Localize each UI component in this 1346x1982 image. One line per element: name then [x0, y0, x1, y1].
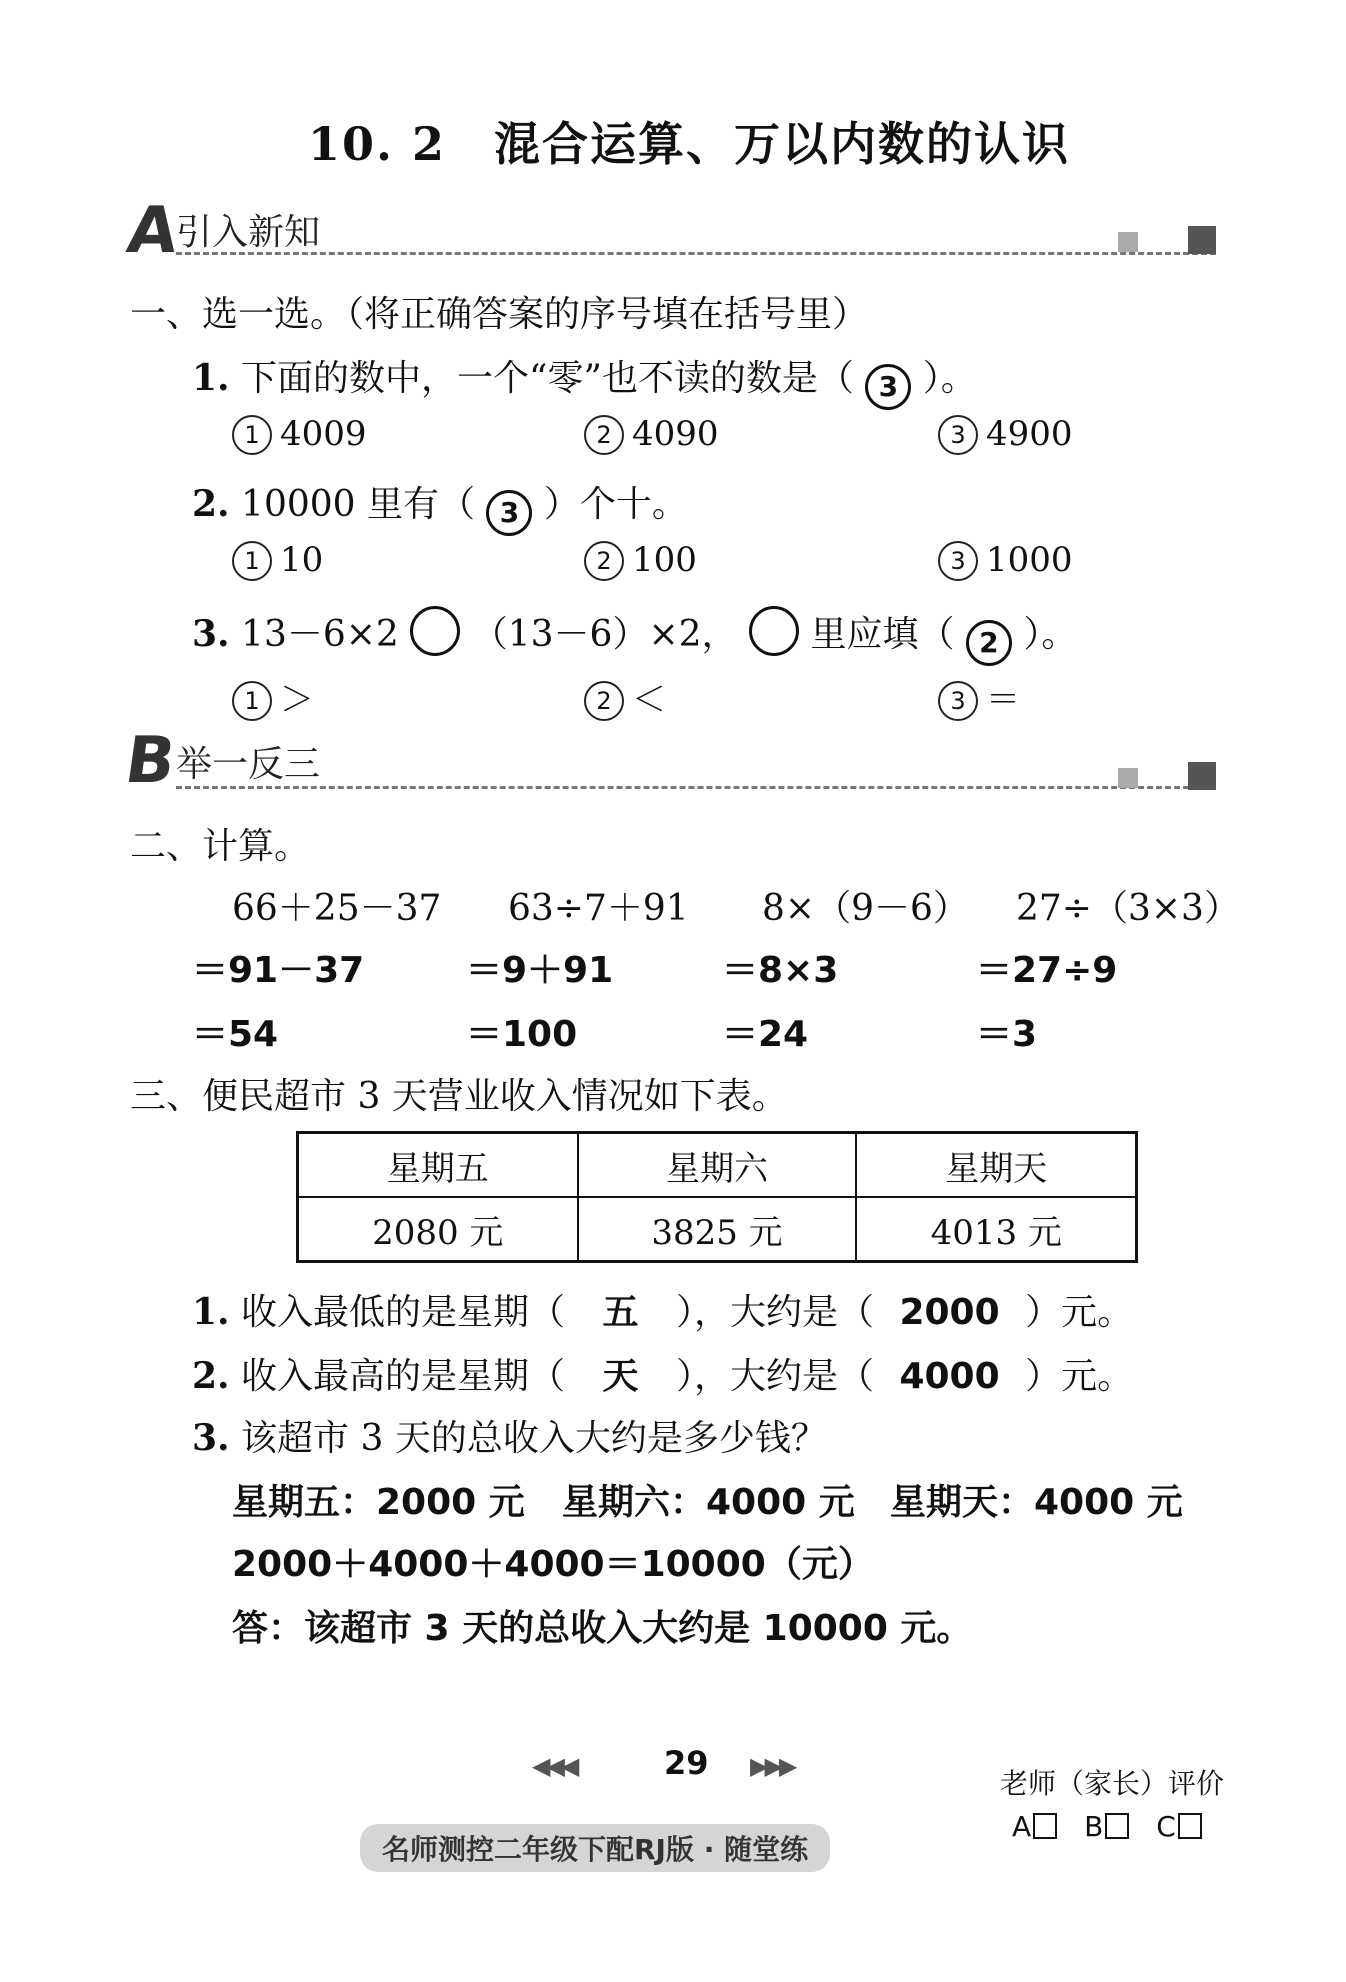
section-a-letter: A	[122, 194, 183, 268]
answer-day: 天	[602, 1356, 639, 1397]
question-text: 里应填（	[810, 614, 955, 655]
q1-option-1	[232, 414, 367, 455]
calc-3-step1: ＝8×3	[722, 950, 839, 991]
prev-arrows-icon: ◀◀◀	[532, 1752, 576, 1780]
table-cell: 3825 元	[578, 1197, 857, 1262]
answer-day: 五	[602, 1292, 639, 1333]
calc-4-step2: ＝3	[976, 1014, 1038, 1055]
section-a-marker	[1188, 226, 1216, 254]
question-text-end: ）。	[1023, 614, 1078, 655]
option-mark: 2	[584, 541, 624, 581]
part1-question-3	[192, 606, 1077, 666]
q3-option-2	[584, 672, 666, 721]
section-a-divider	[176, 252, 1216, 255]
question-text: 收入最低的是星期（	[241, 1292, 566, 1333]
question-number: 1.	[192, 1291, 230, 1333]
option-mark: 2	[584, 681, 624, 721]
option-mark: 1	[232, 681, 272, 721]
question-number: 1.	[192, 357, 230, 399]
expression-left: 13－6×2	[241, 614, 399, 655]
question-text-end: ）。	[922, 358, 977, 399]
question-number: 3.	[192, 1417, 230, 1459]
part1-question-1	[192, 350, 977, 410]
book-label: 名师测控二年级下配RJ版 · 随堂练	[360, 1824, 830, 1872]
calc-2-step1: ＝9＋91	[466, 950, 614, 991]
page-number: 29	[664, 1744, 709, 1782]
answer-statement: 答：该超市 3 天的总收入大约是 10000 元。	[232, 1608, 973, 1649]
section-b-marker-light	[1118, 768, 1138, 788]
answer-amount: 4000	[899, 1356, 1000, 1397]
question-text-end: ）个十。	[543, 484, 688, 525]
blank-circle	[410, 606, 460, 656]
option-text: 10	[280, 540, 324, 580]
question-text-mid: ），大约是（	[675, 1356, 874, 1397]
question-text: 10000 里有（	[241, 484, 476, 525]
part3-question-3	[192, 1410, 827, 1461]
grade-c: C	[1156, 1810, 1176, 1843]
evaluation-grades	[1012, 1810, 1202, 1843]
table-cell: 4013 元	[856, 1197, 1136, 1262]
option-text: 4009	[280, 414, 367, 454]
part1-heading: 一、选一选。（将正确答案的序号填在括号里）	[130, 294, 869, 335]
option-mark: 2	[584, 415, 624, 455]
table-header-cell: 星期天	[856, 1133, 1136, 1198]
answer-friday: 星期五：2000 元	[232, 1482, 525, 1523]
option-mark: 1	[232, 541, 272, 581]
part2-heading: 二、计算。	[130, 826, 311, 867]
part3-question-2	[192, 1348, 1133, 1399]
checkbox-c[interactable]	[1178, 1813, 1202, 1839]
answer-sunday: 星期天：4000 元	[890, 1482, 1183, 1523]
option-mark: 1	[232, 415, 272, 455]
part3-heading: 三、便民超市 3 天营业收入情况如下表。	[130, 1076, 788, 1117]
q2-option-2	[584, 540, 697, 581]
section-b-letter: B	[120, 724, 180, 798]
option-text: 1000	[986, 540, 1073, 580]
section-a-marker-light	[1118, 232, 1138, 252]
table-cell: 2080 元	[298, 1197, 578, 1262]
question-text-end: ）元。	[1025, 1292, 1134, 1333]
section-b-divider	[176, 786, 1216, 789]
calc-1-expression: 66＋25－37	[232, 888, 442, 929]
option-text: ＜	[632, 680, 666, 720]
part1-question-2	[192, 476, 688, 536]
calc-4-expression: 27÷（3×3）	[1016, 888, 1240, 929]
option-text: 4900	[986, 414, 1073, 454]
blank-circle-reference	[749, 606, 799, 656]
answer-saturday: 星期六：4000 元	[562, 1482, 855, 1523]
option-text: 4090	[632, 414, 719, 454]
option-mark: 3	[938, 541, 978, 581]
section-b-label: 举一反三	[176, 744, 321, 785]
option-mark: 3	[938, 681, 978, 721]
answer-mark: 3	[865, 364, 911, 410]
option-text: ＞	[280, 680, 314, 720]
grade-b: B	[1084, 1810, 1104, 1843]
q2-option-3	[938, 540, 1073, 581]
page-title: 10. 2 混合运算、万以内数的认识	[308, 117, 1071, 171]
q2-option-1	[232, 540, 323, 581]
part3-question-1	[192, 1284, 1133, 1335]
calc-3-step2: ＝24	[722, 1014, 809, 1055]
question-text: 收入最高的是星期（	[241, 1356, 566, 1397]
checkbox-b[interactable]	[1105, 1813, 1129, 1839]
section-b-marker	[1188, 762, 1216, 790]
question-text-mid: ），大约是（	[675, 1292, 874, 1333]
option-mark: 3	[938, 415, 978, 455]
calc-4-step1: ＝27÷9	[976, 950, 1118, 991]
question-number: 3.	[192, 613, 230, 655]
calc-3-expression: 8×（9－6）	[762, 888, 969, 929]
q3-option-1	[232, 672, 314, 721]
calc-1-step2: ＝54	[192, 1014, 279, 1055]
section-a-label: 引入新知	[176, 212, 321, 253]
question-text: 该超市 3 天的总收入大约是多少钱？	[241, 1418, 827, 1459]
calc-2-expression: 63÷7＋91	[508, 888, 689, 929]
table-row	[298, 1197, 1137, 1262]
sales-table	[296, 1131, 1138, 1263]
answer-equation: 2000＋4000＋4000＝10000（元）	[232, 1544, 874, 1585]
question-text: 下面的数中，一个“零”也不读的数是（	[241, 358, 854, 399]
table-header-cell: 星期五	[298, 1133, 578, 1198]
calc-2-step2: ＝100	[466, 1014, 578, 1055]
option-text: ＝	[986, 680, 1020, 720]
calc-1-step1: ＝91－37	[192, 950, 365, 991]
answer-mark: 2	[966, 620, 1012, 666]
answer-mark: 3	[486, 490, 532, 536]
evaluation-label: 老师（家长）评价	[1000, 1767, 1225, 1800]
question-number: 2.	[192, 483, 230, 525]
question-number: 2.	[192, 1355, 230, 1397]
question-text-end: ）元。	[1025, 1356, 1134, 1397]
next-arrows-icon: ▶▶▶	[750, 1752, 794, 1780]
q1-option-3	[938, 414, 1073, 455]
answer-amount: 2000	[899, 1292, 1000, 1333]
table-header-cell: 星期六	[578, 1133, 857, 1198]
q3-option-3	[938, 672, 1020, 721]
checkbox-a[interactable]	[1033, 1813, 1057, 1839]
expression-right: （13－6）×2，	[471, 614, 738, 655]
table-header-row	[298, 1133, 1137, 1198]
q1-option-2	[584, 414, 719, 455]
grade-a: A	[1012, 1810, 1032, 1843]
option-text: 100	[632, 540, 697, 580]
